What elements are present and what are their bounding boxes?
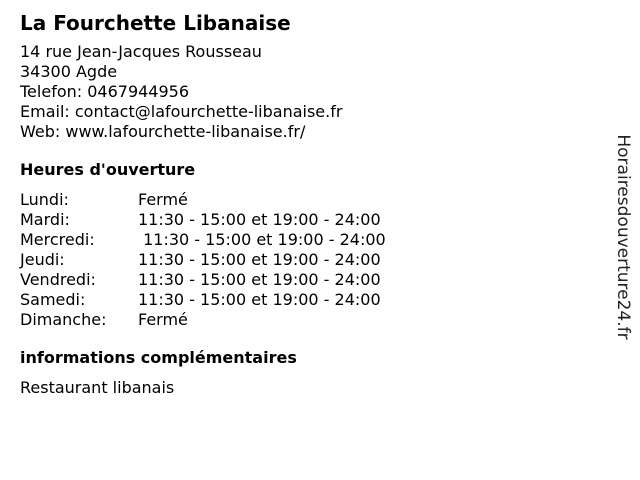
hours-heading: Heures d'ouverture: [20, 160, 196, 179]
phone-line: Telefon: 0467944956: [20, 82, 190, 101]
hours-row-friday: [20, 270, 600, 290]
hours-day: Vendredi:: [20, 270, 96, 289]
business-name: La Fourchette Libanaise: [20, 11, 291, 35]
hours-time: 11:30 - 15:00 et 19:00 - 24:00: [138, 290, 381, 309]
address-line-city: 34300 Agde: [20, 62, 118, 81]
hours-time: Fermé: [138, 310, 188, 329]
hours-time: 11:30 - 15:00 et 19:00 - 24:00: [138, 230, 386, 249]
hours-time: 11:30 - 15:00 et 19:00 - 24:00: [138, 270, 381, 289]
hours-table: [20, 190, 600, 330]
hours-day: Samedi:: [20, 290, 86, 309]
info-heading: informations complémentaires: [20, 348, 297, 367]
site-watermark: Horairesdouverture24.fr: [613, 134, 633, 340]
info-text: Restaurant libanais: [20, 378, 175, 397]
email-line: Email: contact@lafourchette-libanaise.fr: [20, 102, 343, 121]
hours-time: Fermé: [138, 190, 188, 209]
hours-day: Mardi:: [20, 210, 70, 229]
address-line-street: 14 rue Jean-Jacques Rousseau: [20, 42, 262, 61]
hours-day: Jeudi:: [20, 250, 65, 269]
hours-day: Lundi:: [20, 190, 69, 209]
hours-day: Dimanche:: [20, 310, 107, 329]
web-line: Web: www.lafourchette-libanaise.fr/: [20, 122, 306, 141]
hours-time: 11:30 - 15:00 et 19:00 - 24:00: [138, 250, 381, 269]
business-card: [20, 10, 600, 398]
hours-row-sunday: [20, 310, 600, 330]
hours-row-saturday: [20, 290, 600, 310]
hours-row-wednesday: [20, 230, 600, 250]
hours-time: 11:30 - 15:00 et 19:00 - 24:00: [138, 210, 381, 229]
hours-row-tuesday: [20, 210, 600, 230]
hours-row-thursday: [20, 250, 600, 270]
hours-day: Mercredi:: [20, 230, 95, 249]
hours-row-monday: [20, 190, 600, 210]
